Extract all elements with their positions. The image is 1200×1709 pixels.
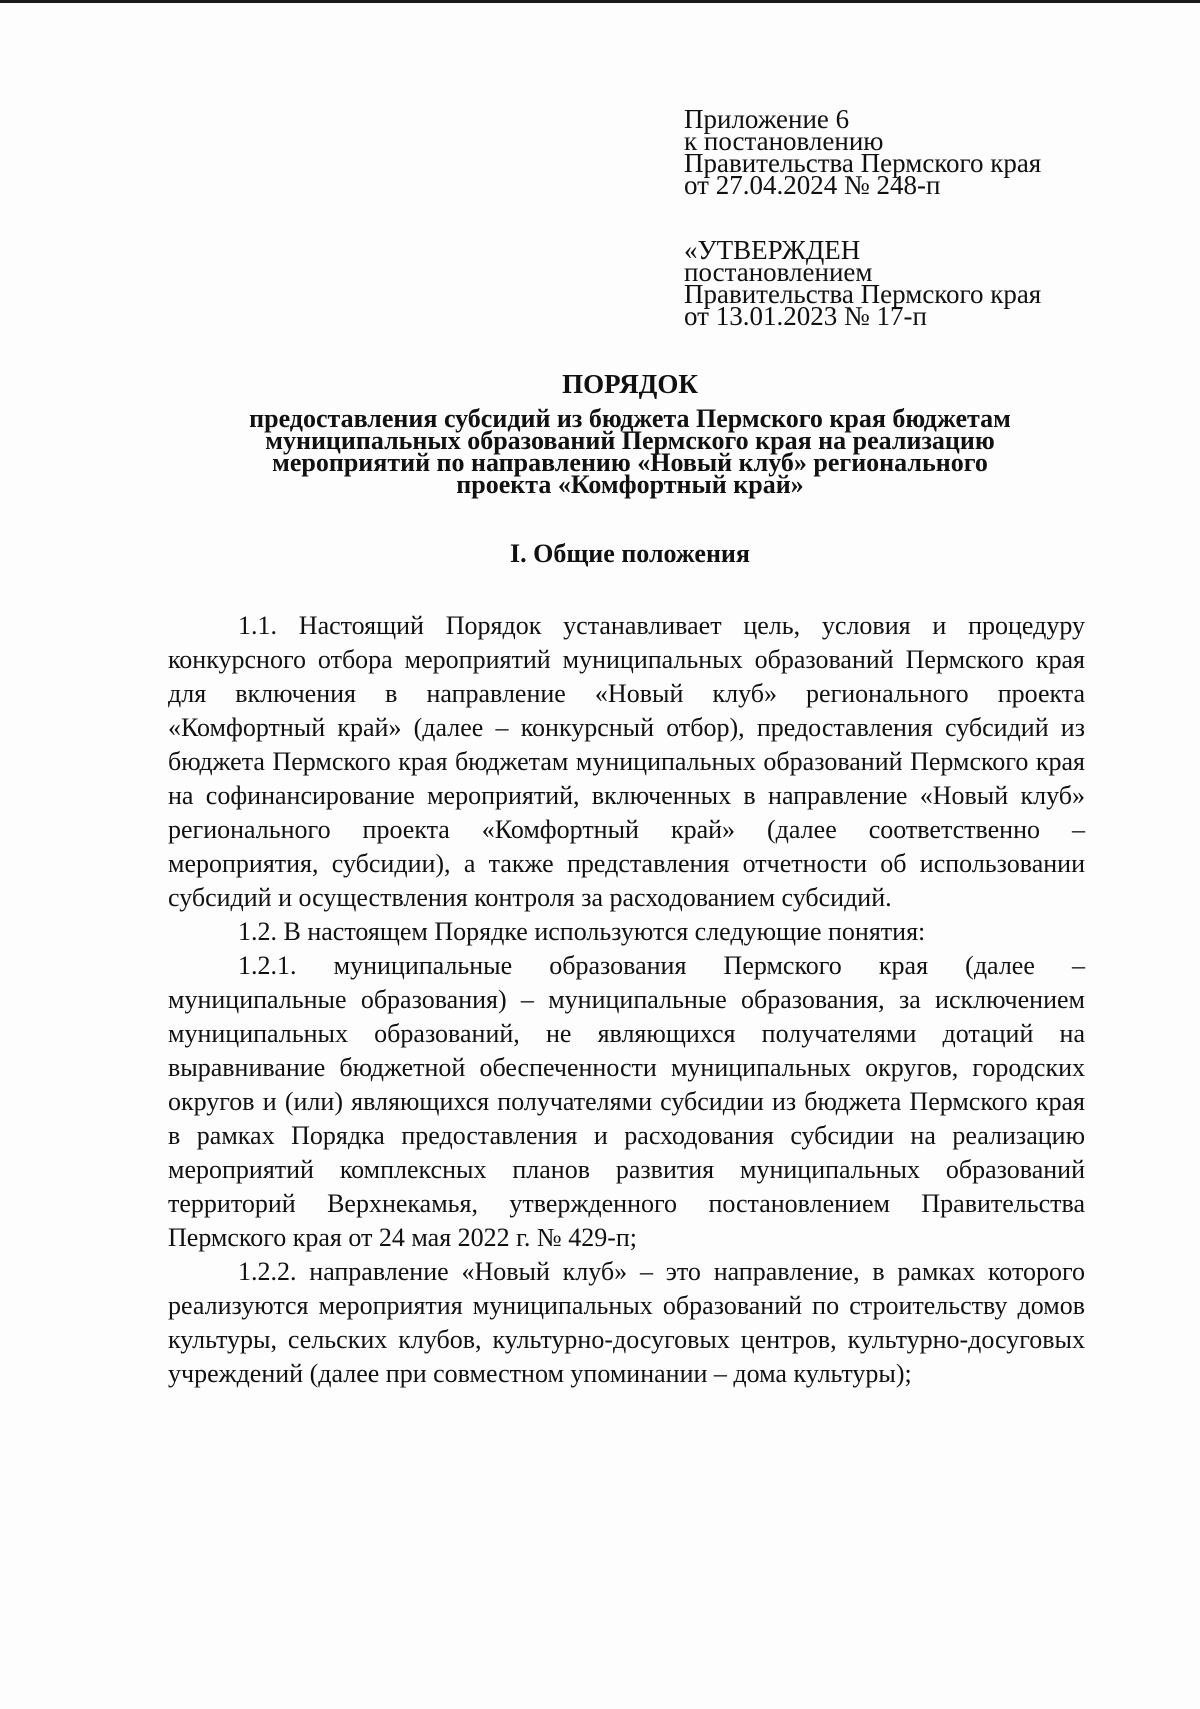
subtitle-line: муниципальных образований Пермского края на реализацию (265, 426, 995, 455)
appendix-line: Приложение 6 (684, 104, 850, 134)
section-heading: I. Общие положения (510, 539, 750, 568)
subtitle-line: предоставления субсидий из бюджета Пермского края бюджетам (249, 404, 1011, 433)
paragraph-1-1: 1.1. Настоящий Порядок устанавливает цель, условия и процедуру конкурсного отбора мероприятий муниципальных образований Пермского края для включения в направление «Новый клуб» регионального проекта «Комфортный край» (далее – конкурсный отбор), предоставления субсидий из бюджета Пермского края бюджетам муниципальных образований Пермского края на софинансирование мероприятий, включенных в направление «Новый клуб» регионального проекта «Комфортный край» (далее соответственно – мероприятия, субсидии), а также представления отчетности об использовании субсидий и осуществления контроля за расходованием субсидий. (168, 611, 1085, 912)
document-title: ПОРЯДОК (562, 369, 698, 399)
paragraph-1-2-1: 1.2.1. муниципальные образования Пермского края (далее – муниципальные образования) – муниципальные образования, за исключением муниципальных образований, не являющихся получателями дотаций на выравнивание бюджетной обеспеченности муниципальных округов, городских округов и (или) являющихся получателями субсидии из бюджета Пермского края в рамках Порядка предоставления и расходования субсидии на реализацию мероприятий комплексных планов развития муниципальных образований территорий Верхнекамья, утвержденного постановлением Правительства Пермского края от 24 мая 2022 г. № 429-п; (168, 951, 1085, 1252)
approved-line: постановлением (684, 257, 873, 287)
appendix-line: к постановлению (684, 126, 884, 156)
paragraph-1-2-2: 1.2.2. направление «Новый клуб» – это направление, в рамках которого реализуются мероприятия муниципальных образований по строительству домов культуры, сельских клубов, культурно-досуговых центров, культурно-досуговых учреждений (далее при совместном упоминании – дома культуры); (168, 1257, 1085, 1388)
top-border-line (0, 0, 1200, 3)
appendix-line: от 27.04.2024 № 248-п (684, 170, 941, 200)
subtitle-line: мероприятий по направлению «Новый клуб» регионального (272, 448, 988, 477)
document-subtitle (0, 404, 1200, 499)
appendix-block (684, 104, 1042, 200)
approved-line: от 13.01.2023 № 17-п (684, 301, 927, 331)
subtitle-line: проекта «Комфортный край» (456, 470, 804, 499)
document-body (168, 609, 1085, 1391)
appendix-line: Правительства Пермского края (684, 148, 1042, 178)
paragraph-1-2: 1.2. В настоящем Порядке используются следующие понятия: (238, 917, 926, 946)
approved-line: «УТВЕРЖДЕН (684, 235, 861, 265)
approved-block (684, 235, 1042, 331)
approved-line: Правительства Пермского края (684, 279, 1042, 309)
